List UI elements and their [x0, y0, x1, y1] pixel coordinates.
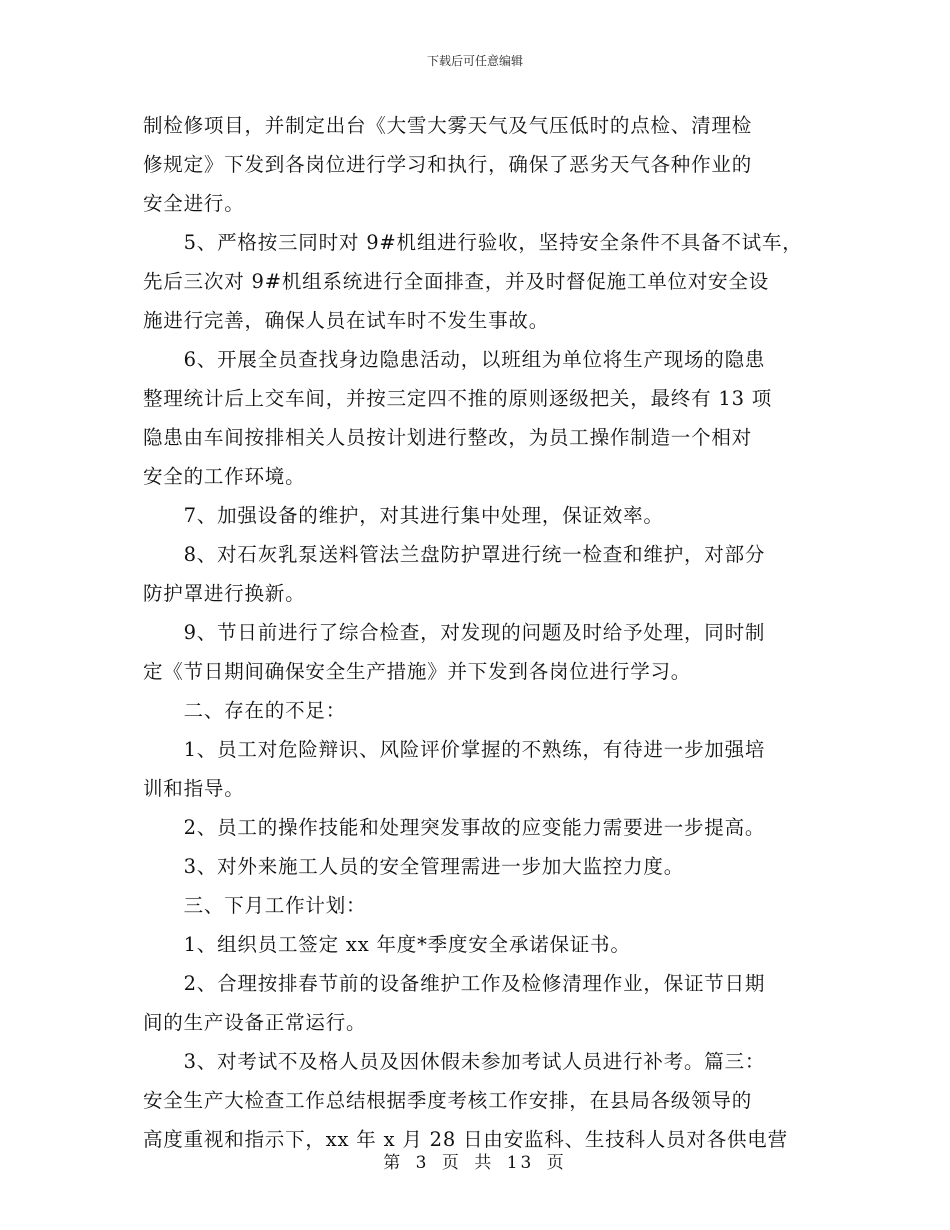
text-line: 训和指导。	[143, 777, 245, 800]
text-line: 隐患由车间按排相关人员按计划进行整改，为员工操作制造一个相对	[143, 426, 753, 449]
text-line: 间的生产设备正常运行。	[143, 1011, 367, 1034]
text-line: 3、对考试不及格人员及因休假未参加考试人员进行补考。篇三：	[143, 1050, 766, 1073]
text-line: 2、员工的操作技能和处理突发事故的应变能力需要进一步提高。	[143, 816, 766, 839]
text-line: 安全进行。	[143, 192, 245, 215]
text-line: 防护罩进行换新。	[143, 582, 306, 605]
text-line: 制检修项目，并制定出台《大雪大雾天气及气压低时的点检、清理检	[143, 114, 753, 137]
text-line: 2、合理按排春节前的设备维护工作及检修清理作业，保证节日期	[143, 972, 766, 995]
text-line: 6、开展全员查找身边隐患活动，以班组为单位将生产现场的隐患	[143, 348, 766, 371]
text-line: 先后三次对 9#机组系统进行全面排查，并及时督促施工单位对安全设	[143, 270, 770, 293]
text-line: 施进行完善，确保人员在试车时不发生事故。	[143, 309, 550, 332]
section-heading: 二、存在的不足：	[143, 699, 347, 722]
text-line: 高度重视和指示下，xx 年 x 月 28 日由安监科、生技科人员对各供电营	[143, 1128, 788, 1151]
text-line: 8、对石灰乳泵送料管法兰盘防护罩进行统一检查和维护，对部分	[143, 543, 766, 566]
text-line: 整理统计后上交车间，并按三定四不推的原则逐级把关，最终有 13 项	[143, 387, 773, 410]
text-line: 3、对外来施工人员的安全管理需进一步加大监控力度。	[143, 855, 685, 878]
text-line: 1、员工对危险辩识、风险评价掌握的不熟练，有待进一步加强培	[143, 738, 766, 761]
section-heading: 三、下月工作计划：	[143, 894, 367, 917]
page-number-footer: 第 3 页 共 13 页	[383, 1153, 567, 1173]
text-line: 7、加强设备的维护，对其进行集中处理，保证效率。	[143, 504, 664, 527]
page-header: 下载后可任意编辑	[426, 54, 523, 68]
text-line: 修规定》下发到各岗位进行学习和执行，确保了恶劣天气各种作业的	[143, 153, 753, 176]
text-line: 定《节日期间确保安全生产措施》并下发到各岗位进行学习。	[143, 660, 692, 683]
document-body	[143, 106, 823, 1159]
text-line: 5、严格按三同时对 9#机组进行验收，坚持安全条件不具备不试车，	[143, 231, 803, 254]
text-line: 9、节日前进行了综合检查，对发现的问题及时给予处理，同时制	[143, 621, 766, 644]
text-line: 1、组织员工签定 xx 年度*季度安全承诺保证书。	[143, 933, 631, 956]
text-line: 安全生产大检查工作总结根据季度考核工作安排，在县局各级领导的	[143, 1089, 753, 1112]
text-line: 安全的工作环境。	[143, 465, 306, 488]
